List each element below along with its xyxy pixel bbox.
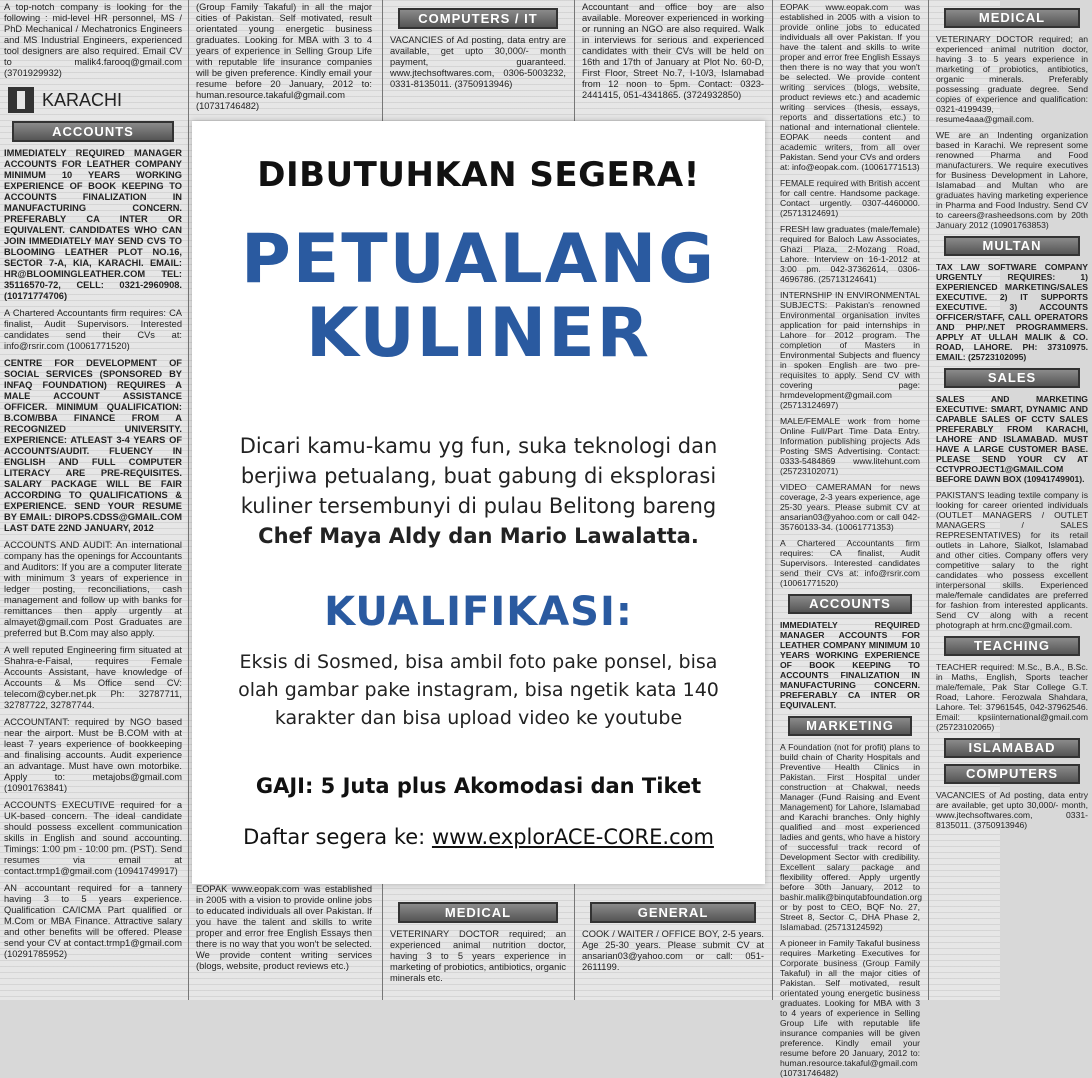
classified-ad: (Group Family Takaful) in all the major cities of Pakistan. Self motivated, result orientated young energetic business graduates. Looking for MBA with 3 to 4 years of experience in Selling Group Life with reputable life insurance companies will be given preference. Kindly email your resume before 20 January, 2012 to: human.resource.takaful@gmail.com (10731746482) — [196, 2, 372, 111]
classified-ad: SALES AND MARKETING EXECUTIVE: SMART, DYNAMIC AND CAPABLE SALES OF CCTV SALES PREFERABLY FROM KARACHI, LAHORE AND ISLAMABAD. MUST HAVE A LARGE CUSTOMER BASE. PLEASE SEND YOUR CV AT CCTVPROJECT1@GMAIL.COM BEFORE DAWN BOX (10941749901). — [936, 394, 1088, 484]
qualification-line: Eksis di Sosmed, bisa ambil foto pake ponsel, bisa — [239, 651, 718, 673]
section-header: TEACHING — [944, 636, 1080, 656]
section-header: ACCOUNTS — [12, 121, 174, 142]
section-header: MEDICAL — [398, 902, 558, 923]
classified-ad: A Chartered Accountants firm requires: CA finalist, Audit Supervisors. Interested candidates send their CVs at: info@rsrir.com (10061771520) — [780, 538, 920, 588]
section-header: MULTAN — [944, 236, 1080, 256]
classified-ad: VETERINARY DOCTOR required; an experienced animal nutrition doctor, having 3 to 5 years experience in marketing of probiotics, antibiotics, organic minerals etc. — [390, 929, 566, 983]
classified-ad: A Chartered Accountants firm requires: CA finalist, Audit Supervisors. Interested candidates send their CVs at: info@rsrir.com (10061771520) — [4, 308, 182, 351]
salary-info: GAJI: 5 Juta plus Akomodasi dan Tiket — [255, 774, 702, 798]
city-heading — [8, 87, 178, 113]
qualification-line: olah gambar pake instagram, bisa ngetik kata 140 — [238, 679, 719, 701]
classified-ad: IMMEDIATELY REQUIRED MANAGER ACCOUNTS FOR LEATHER COMPANY MINIMUM 10 YEARS WORKING EXPERIENCE OF BOOK KEEPING TO ACCOUNTS FINALIZATION IN MANUFACTURING CONCERN. PREFERABLY CA INTER OR EQUIVALENT. CANDIDATES WHO CAN JOIN IMMEDIATELY MAY SEND CVS TO BLOOMING LEATHER PLOT NO.16, SECTOR 7-A, KIA, KARACHI. EMAIL: HR@BLOOMINGLEATHER.COM TEL: 35116570-72, CELL: 0321-2960908. (10171774706) — [4, 148, 182, 301]
classified-ad: A top-notch company is looking for the following : mid-level HR personnel, MS / PhD Mechanical / Mechatronics Engineers and MS Industrial Engineers, experienced tool designers are also required. Email CV to malik4.farooq@gmail.com (3701929932) — [4, 2, 182, 78]
section-header: SALES — [944, 368, 1080, 388]
classified-ad: A well reputed Engineering firm situated at Shahra-e-Faisal, requires Female Accounts Assistant, have knowledge of Accounts & Ms Office send CV: telecom@cyber.net.pk Ph: 32787711, 32787722, 32787744. — [4, 645, 182, 710]
classified-ad: PAKISTAN'S leading textile company is looking for career oriented individuals (OUTLET MANAGERS / OUTLET MANAGERS / SALES REPRESENTATIVES) for its retail outlets in Lahore, Sialkot, Islamabad and other cities. Company offers very competitive salary to the right candidates who possess excellent interpersonal skills. Experienced male/female candidates are preferred for fashion from interested applicants. Send CV along with a recent photograph at hrm.cnc@gmail.com. — [936, 490, 1088, 630]
register-prefix: Daftar segera ke: — [243, 825, 432, 849]
flyer-title — [192, 220, 765, 373]
section-header: ISLAMABAD — [944, 738, 1080, 758]
classified-ad: ACCOUNTS AND AUDIT: An international company has the openings for Accountants and Auditors: If you are a computer literate with minimum 3 years of experience in ledger posting, reconciliations, cash management and follow up with banks for remittances then apply urgently at almayet@gmail.com Post Graduates are preferred but B.Com may also apply. — [4, 540, 182, 638]
classified-ad: EOPAK www.eopak.com was established in 2005 with a vision to provide online jobs to educated individuals all over Pakistan. If you have the talent and skills to write proper and error free English Essays then there is no way that you won't be selected. We provide content writing services (blogs, website, product reviews etc.) — [196, 884, 372, 971]
qualification-text — [212, 648, 745, 732]
classified-ad: VACANCIES of Ad posting, data entry are available, get upto 30,000/- month payment, guaranteed. www.jtechsoftwares.com, 0306-5003232, 0331-8135011. (3750913946) — [390, 35, 566, 89]
classified-ad: FEMALE required with British accent for call centre. Handsome package. Contact urgently. 0307-4460000. (25713124691) — [780, 178, 920, 218]
section-header: ACCOUNTS — [788, 594, 912, 614]
title-line-2: KULINER — [305, 294, 652, 373]
urgent-heading: DIBUTUHKAN SEGERA! — [257, 155, 700, 195]
classified-ad: TAX LAW SOFTWARE COMPANY URGENTLY REQUIRES: 1) EXPERIENCED MARKETING/SALES EXECUTIVE. 2) IT SUPPORTS EXECUTIVE. 3) ACCOUNTS OFFICER/STAFF, CALL OPERATORS AND PHP/.NET PROGRAMMERS. APPLY AT ULLAH MALIK & CO. ROAD, LAHORE. PH: 37310975. EMAIL: (25723102095) — [936, 262, 1088, 362]
classified-ad: ACCOUNTANT: required by NGO based near the airport. Must be B.COM with at least 7 years experience of bookkeeping and finalising accounts. Audit experience an advantage. Must have own motorbike. Apply to: metajobs@gmail.com (10901763841) — [4, 717, 182, 793]
description-line: berjiwa petualang, buat gabung di eksplorasi — [240, 464, 717, 488]
column-divider — [188, 0, 189, 1000]
section-header: COMPUTERS / IT — [398, 8, 558, 29]
city-label: KARACHI — [42, 89, 123, 110]
newspaper-column-5 — [776, 0, 924, 1078]
flyer-description — [212, 431, 745, 551]
qualification-line: karakter dan bisa upload video ke youtube — [274, 707, 683, 729]
column-divider — [928, 0, 929, 1000]
register-info — [192, 825, 765, 849]
chef-names: Chef Maya Aldy dan Mario Lawalatta. — [258, 524, 699, 548]
classified-ad: MALE/FEMALE work from home Online Full/Part Time Data Entry. Information publishing projects Ads Posting SMS Advertising. Contact: 0333-5484869 www.litehunt.com (25723102071) — [780, 416, 920, 476]
classified-ad: COOK / WAITER / OFFICE BOY, 2-5 years. Age 25-30 years. Please submit CV at ansarian03@yahoo.com or call: 051-2611199. — [582, 929, 764, 972]
newspaper-column-6 — [932, 0, 1092, 1000]
classified-ad: A Foundation (not for profit) plans to build chain of Charity Hospitals and Preventive Health Clinics in Pakistan. First Hospital under construction at Chakwal, needs Manager (Fund Raising and Event Management) for Lahore, Islamabad and Karachi branches. Only highly qualified and most experienced ladies and gents, who have a history of successful track record of Development Sector with credibility. Excellent salary package and flexibility offered. Apply urgently before 30th January, 2012 to bashir.malik@binqutabfoundation.org or by post to CEO, BQF No. 27, Street 8, Sector C, DHA Phase 2, Islamabad. (25713124592) — [780, 742, 923, 932]
classified-ad: VIDEO CAMERAMAN for news coverage, 2-3 years experience, age 25-30 years. Please submit CV at ansarian03@yahoo.com or call 042-35760133-34. (10061771353) — [780, 482, 920, 532]
classified-ad: WE are an Indenting organization based in Karachi. We represent some renowned Pharma and Food manufacturers. We require executives for Business Development in Lahore, Islamabad and Multan who are graduates having marketing experience in Pharma and Food Industry. Send CV to careers@rasheedsons.com by 20th January 2012 (10901763853) — [936, 130, 1088, 230]
newspaper-column-1 — [0, 0, 186, 1000]
title-line-1: PETUALANG — [240, 220, 717, 299]
classified-ad: TEACHER required: M.Sc., B.A., B.Sc. in Maths, English, Sports teacher male/female, Pak Star College G.T. Road, Lahore. Ferozwala Shahdara, Lahore. Tel: 37961545, 042-37962546. Email: kpsiinternational@gmail.com (25723102065) — [936, 662, 1088, 732]
classified-ad: A pioneer in Family Takaful business requires Marketing Executives for Corporate business (Group Family Takaful) in all the major cities of Pakistan. Self motivated, result orientated young energetic business graduates. Looking for MBA with 3 to 4 years of experience in Selling Group Life with reputable life insurance companies will be given preference. Kindly email your resume before 20 January, 2012 to: human.resource.takaful@gmail.com (10731746482) — [780, 938, 920, 1078]
description-line: kuliner tersembunyi di pulau Belitong bareng — [240, 494, 717, 518]
classified-ad: IMMEDIATELY REQUIRED MANAGER ACCOUNTS FOR LEATHER COMPANY MINIMUM 10 YEARS WORKING EXPERIENCE OF BOOK KEEPING TO ACCOUNTS FINALIZATION IN MANUFACTURING CONCERN. PREFERABLY CA INTER OR EQUIVALENT. — [780, 620, 920, 710]
section-header: GENERAL — [590, 902, 756, 923]
classified-ad: INTERNSHIP IN ENVIRONMENTAL SUBJECTS: Pakistan's renowned Environmental organisation invites application for paid internships in Lahore for 2012 program. The completion of Masters in Environmental Subjects and fluency in spoken English are two pre-requisites to apply. Send CV with covering page: hrmdevelopment@gmail.com (25713124697) — [780, 290, 920, 410]
classified-ad: Accountant and office boy are also available. Moreover experienced in working or running an NGO are also required. Walk in interviews for serious and experienced candidates with their CVs will be held on 16th and 17th of January at Plot No. 60-D, First Floor, Street No.7, I-10/3, Islamabad from 12 noon to 5pm. Contact: 0323-2441415, 051-4341865. (3724932850) — [582, 2, 764, 100]
section-header: COMPUTERS — [944, 764, 1080, 784]
classified-ad: CENTRE FOR DEVELOPMENT OF SOCIAL SERVICES (SPONSORED BY INFAQ FOUNDATION) REQUIRES A MALE ACCOUNT ASSISTANCE OFFICER. MINIMUM QUALIFICATION: B.COM/BBA FINANCE FROM A RECOGNIZED UNIVERSITY. EXPERIENCE: ATLEAST 3-4 YEARS OF ACCOUNTS/AUDIT. FLUENCY IN ENGLISH AND FULL COMPUTER LITERACY ARE PRE-REQUISITES. SALARY PACKAGE WILL BE FAIR ACCORDING TO QUALIFICATIONS & EXPERIENCE. SEND YOUR RESUME BY EMAIL: DIROPS.CDSS@GMAIL.COM LAST DATE 22ND JANUARY, 2012 — [4, 358, 182, 533]
section-header: MEDICAL — [944, 8, 1080, 28]
classified-ad: VETERINARY DOCTOR required; an experienced animal nutrition doctor, having 3 to 5 years experience in marketing of probiotics, antibiotics, organic minerals. Preferably possessing graduate degree. Send copies of experience and qualification: 0321-4199439, resume4aaa@gmail.com. — [936, 34, 1088, 124]
classified-ad: AN accountant required for a tannery having 3 to 5 years experience. Qualification CA/ICMA Part qualified or M.Com or MBA Finance. Attractive salary and other benefits will be offered. Please send your CV at contact.trmp1@gmail.com (10291785952) — [4, 883, 182, 959]
qualification-heading: KUALIFIKASI: — [324, 589, 633, 635]
register-link[interactable]: www.explorACE-CORE.com — [431, 825, 714, 849]
classified-ad: FRESH law graduates (male/female) required for Baloch Law Associates, Ghazi Plaza, 2-Mozang Road, Lahore. Interview on 16-1-2012 at 3:00 pm. 042-37362614, 0306-4696786. (25713124641) — [780, 224, 920, 284]
description-line: Dicari kamu-kamu yg fun, suka teknologi dan — [239, 434, 718, 458]
column-divider — [772, 0, 773, 1000]
building-icon — [8, 87, 34, 113]
section-header: MARKETING — [788, 716, 912, 736]
classified-ad: ACCOUNTS EXECUTIVE required for a UK-based concern. The ideal candidate should possess excellent communication skills in English and sound accounting. Timings: 1:00 pm - 10:00 pm. (PST). Send resumes via email at contact.trmp1@gmail.com (10941749917) — [4, 800, 182, 876]
job-flyer-card — [192, 121, 765, 884]
classified-ad: VACANCIES of Ad posting, data entry are available, get upto 30,000/- month, www.jtechsoftwares.com, 0331-8135011. (3750913946) — [936, 790, 1088, 830]
classified-ad: EOPAK www.eopak.com was established in 2005 with a vision to provide online jobs to educated individuals all over Pakistan. If you have the talent and skills to write proper and error free English Essays then there is no way that you won't be selected. We provide content writing services (blogs, website, product reviews etc.) and academic writing services (thesis, essays, reports and dissertations etc.) to national and international clientele. EOPAK needs content and academic writers, from all over Pakistan. Send your CVs and orders at: info@eopak.com. (10061771513) — [780, 2, 920, 172]
